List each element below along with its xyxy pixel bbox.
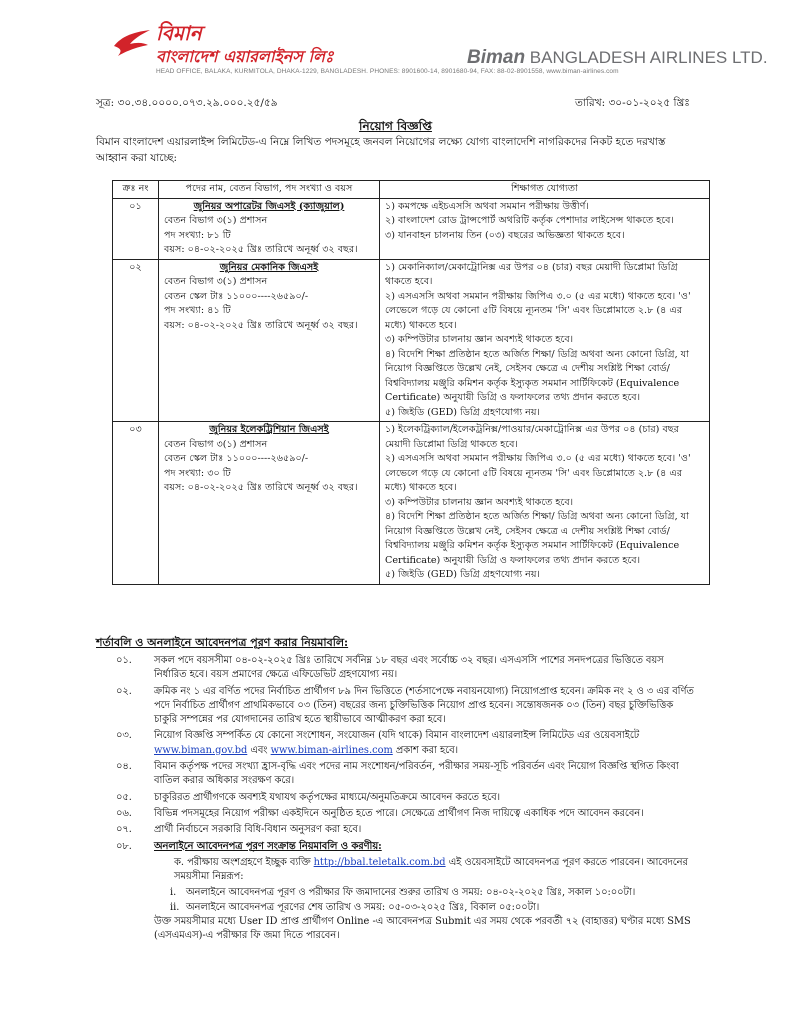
jobs-table [112,180,710,585]
term-text: বিমান কর্তৃপক্ষ পদের সংখ্যা হ্রাস-বৃদ্ধি এবং পদের নাম সংশোধন/পরিবর্তন, পরীক্ষার সময়-সূচি পরিবর্তন এবং নিয়োগ বিজ্ঞপ্তি স্থগিত কিংবা বাতিল করার অধিকার সংরক্ষণ করে। [154,761,679,787]
intro-paragraph: বিমান বাংলাদেশ এয়ারলাইন্স লিমিটেড-এ নিম্নে লিখিত পদসমূহে জনবল নিয়োগের লক্ষ্যে যোগ্য বাংলাদেশি নাগরিকদের নিকট হতে দরখাস্ত আহ্বান করা যাচ্ছে: [96,136,666,164]
online-item-i-num: i. [170,887,177,899]
qualification-item: ৫) জিইডি (GED) ডিগ্রি গ্রহণযোগ্য নয়। [385,406,540,418]
table-header-row [113,181,710,199]
post-detail: পদ সংখ্যা: ৪১ টি [164,305,231,316]
qualification-item: ১) ইলেকট্রিক্যাল/ইলেকট্রনিক্স/পাওয়ার/মেকাট্রোনিক্স এর উপর ০৪ (চার) বছর মেয়াদী ডিপ্লোমা ডিগ্রি থাকতে হবে। [385,424,679,450]
term-number: ০১. [116,655,132,666]
term-text: চাকুরিরত প্রার্থীগণকে অবশ্যই যথাযথ কর্তৃপক্ষের মাধ্যমে/অনুমতিক্রমে আবেদন করতে হবে। [154,791,501,803]
jobs-table-body [113,198,710,584]
qualification-item: ২) বাংলাদেশ রোড ট্রান্সপোর্ট অথরিটি কর্তৃক পেশাদার লাইসেন্স থাকতে হবে। [385,215,674,226]
biman-logo-icon [112,26,152,60]
qualification-item: ৩) যানবাহন চালনায় তিন (০৩) বছরের অভিজ্ঞতা থাকতে হবে। [385,229,625,241]
online-item-i [96,886,696,900]
col-header-qualification: শিক্ষাগত যোগ্যতা [380,181,710,199]
memo-date: তারিখ: ৩০-০১-২০২৫ খ্রিঃ [575,97,690,109]
term-item [96,654,696,683]
terms-list [96,654,696,946]
post-detail: বয়স: ০৪-০২-২০২৫ খ্রিঃ তারিখে অনূর্ধ্ব ৩২ বছর। [164,244,358,255]
term-text: ক্রমিক নং ১ এর বর্ণিত পদের নির্বাচিত প্রার্থীগণ ৮৯ দিন ভিত্তিতে (শর্তসাপেক্ষে নবায়নযোগ্য) নিয়োগপ্রাপ্ত হবেন। ক্রমিক নং ২ ও ৩ এর বর্ণিত পদে নির্বাচিত প্রার্থীগণ প্রাথমিকভাবে ০৩ (তিন) বছরের জন্য চুক্তিভিত্তিক নিয়োগ প্রাপ্ত হবেন। সন্তোষজনক ০৩ (তিন) বছর চুক্তিভিত্তিক চাকুরি সম্পন্নের পর যোগদানের তারিখ হতে স্থায়ীভাবে আত্মীকরণ করা হবে। [154,685,694,726]
post-detail: বেতন বিভাগ ৩(১) প্রশাসন [164,276,268,287]
serial-cell: ০৩ [113,422,159,585]
terms-title: শর্তাবলি ও অনলাইনে আবেদনপত্র পূরণ করার নিয়মাবলি: [96,636,349,649]
term-number: ০৪. [116,761,132,773]
memo-ref: সূত্র: ৩০.৩৪.০০০০.০৭৩.২৯.০০০.২৫/৫৯ [96,97,278,109]
term-number: ০৬. [116,807,132,819]
term-number: ০৫. [116,791,132,803]
online-ka-post: এই ওয়েবসাইটে আবেদনপত্র পূরণ করতে পারবেন। আবেদনের সময়সীমা নিম্নরূপ: [174,856,688,883]
col-header-serial: ক্রঃ নং [113,181,159,199]
serial-cell: ০২ [113,259,159,422]
qualification-cell [380,259,710,422]
term-text: প্রার্থী নির্বাচনে সরকারি বিধি-বিধান অনুসরণ করা হবে। [154,824,362,836]
post-name: জুনিয়র ইলেকট্রিশিয়ান জিএসই [209,424,329,435]
serial-cell: ০১ [113,198,159,259]
page-title: নিয়োগ বিজ্ঞপ্তি [359,119,432,133]
post-cell [159,198,380,259]
qualification-cell [380,198,710,259]
biman-airlines-link[interactable]: www.biman-airlines.com [270,744,393,756]
online-note: উক্ত সময়সীমার মধ্যে User ID প্রাপ্ত প্রার্থীগণ Online -এ আবেদনপত্র Submit এর সময় থেকে পরবর্তী ৭২ (বাহাত্তর) ঘণ্টার মধ্যে SMS (এসএমএস)-এ পরীক্ষার ফি জমা দিতে পারবেন। [154,916,691,942]
qualification-item: ৩) কম্পিউটার চালনায় জ্ঞান অবশ্যই থাকতে হবে। [385,334,574,345]
online-ka-pre: ক. পরীক্ষায় অংশগ্রহণে ইচ্ছুক ব্যক্তি [174,856,314,868]
qualification-item: ৩) কম্পিউটার চালনায় জ্ঞান অবশ্যই থাকতে হবে। [385,496,574,508]
post-name: জুনিয়র মেকানিক জিএসই [219,261,319,273]
qualification-item: ১) মেকানিক্যাল/মেকাট্রোনিক্স এর উপর ০৪ (চার) বছর মেয়াদী ডিপ্লোমা ডিগ্রি থাকতে হবে। [385,261,678,287]
online-ka [96,856,696,885]
term-number: ০৭. [116,824,132,836]
term-item [96,685,696,728]
term-text-mid: এবং [247,744,271,756]
term-number: ০৮. [116,840,132,852]
teletalk-link[interactable]: http://bbal.teletalk.com.bd [313,856,446,868]
qualification-item: ২) এসএসসি অথবা সমমান পরীক্ষায় জিপিএ ৩.০ (৫ এর মধ্যে) থাকতে হবে। 'ও' লেভেলে গড়ে যে কোনো ৫টি বিষয়ে ন্যূনতম 'সি' এবং ডিপ্লোমাতে ২.৮ (৪ এর মধ্যে) থাকতে হবে। [385,453,691,493]
post-detail: বেতন বিভাগ ৩(১) প্রশাসন [164,215,268,226]
term-text: সকল পদে বয়সসীমা ০৪-০২-২০২৫ খ্রিঃ তারিখে সর্বনিম্ন ১৮ বছর এবং সর্বোচ্চ ৩২ বছর। এসএসসি পাশের সনদপত্রের ভিত্তিতে বয়স নির্ধারিত হবে। বয়স প্রমাণের ক্ষেত্রে এফিডেভিট গ্রহণযোগ্য নয়। [154,655,664,681]
term-number: ০৩. [116,730,132,742]
qualification-item: ৪) বিদেশি শিক্ষা প্রতিষ্ঠান হতে অর্জিত শিক্ষা/ ডিগ্রি অথবা অন্য কোনো ডিগ্রি, যা নিয়োগ বিজ্ঞপ্তিতে উল্লেখ নেই, সেইসব ক্ষেত্রে এ দেশীয় সংশ্লিষ্ট শিক্ষা বোর্ড/ বিশ্ববিদ্যালয় মঞ্জুরি কমিশন কর্তৃক ইস্যুকৃত সমমান সার্টিফিকেট (Equivalence Certificate) অনুযায়ী ডিগ্রি ও ফলাফলের তথ্য প্রদান করতে হবে। [385,348,689,403]
post-detail: বয়স: ০৪-০২-২০২৫ খ্রিঃ তারিখে অনূর্ধ্ব ৩২ বছর। [164,482,358,493]
head-office-address: HEAD OFFICE, BALAKA, KURMITOLA, DHAKA-1229, BANGLADESH. PHONES: 8901600-14, 8901680-94, FAX: 88-02-8901558, www.biman-airlines.com [156,68,619,75]
term-item [96,729,696,758]
qualification-item: ৫) জিইডি (GED) ডিগ্রি গ্রহণযোগ্য নয়। [385,569,540,580]
post-cell [159,259,380,422]
qualification-item: ১) কমপক্ষে এইচএসসি অথবা সমমান পরীক্ষায় উত্তীর্ণ। [385,200,589,212]
post-detail: বয়স: ০৪-০২-২০২৫ খ্রিঃ তারিখে অনূর্ধ্ব ৩২ বছর। [164,319,358,331]
term-text: বিভিন্ন পদসমূহের নিয়োগ পরীক্ষা একইদিনে অনুষ্ঠিত হতে পারে। সেক্ষেত্রে প্রার্থীগণ নিজ দায়িত্বে একাধিক পদে আবেদন করবেন। [154,807,644,819]
term-text: অনলাইনে আবেদনপত্র পূরণ সংক্রান্ত নিয়মাবলি ও করণীয়: [154,840,382,852]
term-text-post: প্রকাশ করা হবে। [392,744,459,756]
post-detail: বেতন স্কেল টাঃ ১১০০০----২৬৫৯০/- [164,290,309,302]
post-detail: পদ সংখ্যা: ৮১ টি [164,229,231,241]
qualification-item: ৪) বিদেশি শিক্ষা প্রতিষ্ঠান হতে অর্জিত শিক্ষা/ ডিগ্রি অথবা অন্য কোনো ডিগ্রি, যা নিয়োগ বিজ্ঞপ্তিতে উল্লেখ নেই, সেইসব ক্ষেত্রে এ দেশীয় সংশ্লিষ্ট শিক্ষা বোর্ড/ বিশ্ববিদ্যালয় মঞ্জুরি কমিশন কর্তৃক ইস্যুকৃত সমমান সার্টিফিকেট (Equivalence Certificate) অনুযায়ী ডিগ্রি ও ফলাফলের তথ্য প্রদান করতে হবে। [385,511,689,566]
table-row [113,422,710,585]
post-name: জুনিয়র অপারেটর জিএসই (ক্যাজুয়াল) [193,200,345,212]
online-item-ii-num: ii. [170,901,180,913]
logo-en-bold: Biman [467,47,526,68]
online-item-ii-text: অনলাইনে আবেদনপত্র পূরণের শেষ তারিখ ও সময়: ০৫-০৩-২০২৫ খ্রিঃ, বিকাল ০৫:০০টা। [186,901,540,913]
online-item-i-text: অনলাইনে আবেদনপত্র পূরণ ও পরীক্ষার ফি জমাদানের শুরুর তারিখ ও সময়: ০৪-০২-২০২৫ খ্রিঃ, সকাল ১০:০০টা। [186,887,636,899]
qualification-cell [380,422,710,585]
term-item [96,823,696,837]
terms-items [96,654,696,854]
col-header-post: পদের নাম, বেতন বিভাগ, পদ সংখ্যা ও বয়স [159,181,380,199]
term-item [96,791,696,805]
post-detail: বেতন বিভাগ ৩(১) প্রশাসন [164,438,268,450]
term-text-pre: নিয়োগ বিজ্ঞপ্তি সম্পর্কিত যে কোনো সংশোধন, সংযোজন (যদি থাকে) বিমান বাংলাদেশ এয়ারলাইন্স লিমিটেড এর ওয়েবসাইটে [154,730,640,742]
letterhead [112,21,768,75]
table-row [113,198,710,259]
biman-gov-link[interactable]: www.biman.gov.bd [154,744,248,756]
logo-bn-line2: বাংলাদেশ এয়ারলাইনস লিঃ [156,47,334,66]
post-detail: বেতন স্কেল টাঃ ১১০০০----২৬৫৯০/- [164,453,309,464]
post-cell [159,422,380,585]
post-detail: পদ সংখ্যা: ৩০ টি [164,467,231,479]
term-number: ০২. [116,685,132,697]
term-item [96,760,696,789]
logo-bn-line1: বিমান [156,21,202,45]
logo-en-rest: BANGLADESH AIRLINES LTD. [525,48,768,67]
table-row [113,259,710,422]
term-item [96,807,696,821]
logo-en [467,47,768,69]
term-item [96,840,696,854]
qualification-item: ২) এসএসসি অথবা সমমান পরীক্ষায় জিপিএ ৩.০ (৫ এর মধ্যে) থাকতে হবে। 'ও' লেভেলে গড়ে যে কোনো ৫টি বিষয়ে ন্যূনতম 'সি' এবং ডিপ্লোমাতে ২.৮ (৪ এর মধ্যে) থাকতে হবে। [385,290,691,331]
online-item-ii [96,901,696,915]
